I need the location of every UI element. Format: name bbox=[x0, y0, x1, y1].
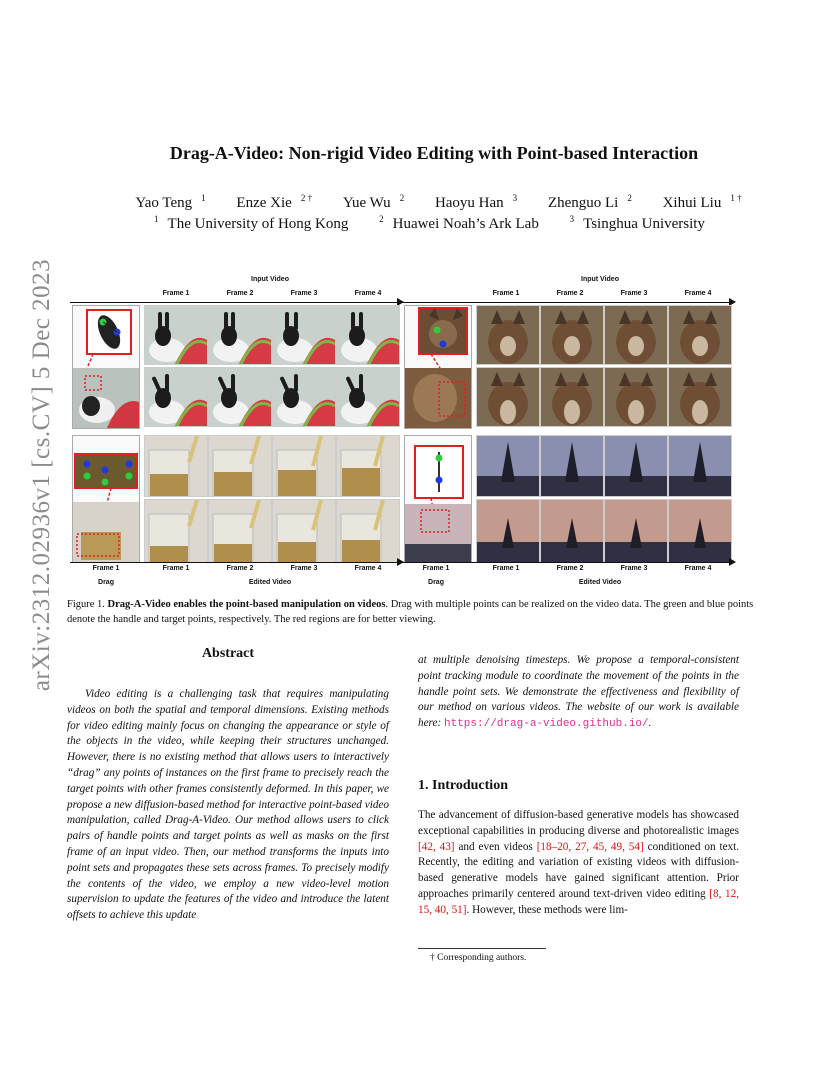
eiffel-edited-frame-4 bbox=[668, 499, 732, 563]
citation-link[interactable]: [18–20, 27, 45, 49, 54] bbox=[536, 840, 644, 853]
footnote-rule bbox=[418, 948, 546, 949]
footnote: † Corresponding authors. bbox=[430, 953, 527, 963]
project-website-link[interactable]: https://drag-a-video.github.io/ bbox=[444, 718, 649, 731]
abstract-continued: at multiple denoising timesteps. We propose a temporal-consistent point tracking module to coordinate the movement of the points in the handle point sets. We demonstrate the effectiveness and flexibility of our method on various videos. The website of our work is available here: https://drag-a-video.github.io/. bbox=[418, 654, 739, 731]
author: Enze Xie $^{2 \dagger}$ bbox=[236, 193, 313, 211]
author: Xihui Liu $^{1 \dagger}$ bbox=[662, 193, 742, 211]
drag-glass-illustration bbox=[73, 436, 139, 562]
eiffel-input-frame-1 bbox=[476, 435, 540, 497]
frame-label: Frame 1 bbox=[162, 290, 190, 297]
frame-label: Frame 1 bbox=[422, 565, 450, 572]
frame-label: Frame 3 bbox=[620, 290, 648, 297]
wolf-input-frame-1 bbox=[476, 305, 540, 365]
eiffel-input-frame-4 bbox=[668, 435, 732, 497]
figure-1 bbox=[70, 273, 740, 593]
rabbit-edited-frame-1 bbox=[144, 367, 208, 427]
rabbit-edited-frame-3 bbox=[272, 367, 336, 427]
rabbit-input-frame-3 bbox=[272, 305, 336, 365]
drag-eiffel-illustration bbox=[405, 436, 471, 562]
glass-edited-frame-4 bbox=[336, 499, 400, 563]
author: Haoyu Han $^3$ bbox=[434, 193, 518, 211]
author: Yao Teng $^1$ bbox=[135, 193, 206, 211]
figure-caption: Figure 1. Drag-A-Video enables the point-based manipulation on videos. Drag with multiple points can be realized on the video data. The green and blue points denote the handle and target points, respectively. The red regions are for better viewing. bbox=[67, 599, 754, 625]
frame-label: Frame 2 bbox=[226, 565, 254, 572]
drag-panel-rabbit bbox=[72, 305, 140, 429]
wolf-input-frame-2 bbox=[540, 305, 604, 365]
affiliation: $^2$ Huawei Noah’s Ark Lab bbox=[379, 214, 539, 232]
frame-label: Frame 2 bbox=[556, 565, 584, 572]
glass-input-frame-3 bbox=[272, 435, 336, 497]
affiliation: $^1$ The University of Hong Kong bbox=[154, 214, 349, 232]
glass-edited-frame-1 bbox=[144, 499, 208, 563]
frame-label: Frame 1 bbox=[92, 565, 120, 572]
frame-label: Frame 4 bbox=[684, 290, 712, 297]
input-video-label: Input Video bbox=[251, 276, 289, 283]
edited-video-label: Edited Video bbox=[578, 579, 622, 586]
author: Zhenguo Li $^2$ bbox=[547, 193, 632, 211]
affiliation-list bbox=[80, 214, 788, 233]
citation-link[interactable]: [42, 43] bbox=[418, 840, 455, 853]
affiliation: $^3$ Tsinghua University bbox=[569, 214, 705, 232]
input-video-label: Input Video bbox=[581, 276, 619, 283]
eiffel-edited-frame-1 bbox=[476, 499, 540, 563]
rabbit-input-frame-4 bbox=[336, 305, 400, 365]
frame-label: Frame 1 bbox=[492, 565, 520, 572]
wolf-edited-frame-2 bbox=[540, 367, 604, 427]
frame-label: Frame 4 bbox=[684, 565, 712, 572]
arxiv-id-text: arXiv:2312.02936v1 [cs.CV] 5 Dec 2023 bbox=[28, 258, 55, 692]
eiffel-edited-frame-3 bbox=[604, 499, 668, 563]
frame-label: Frame 3 bbox=[620, 565, 648, 572]
introduction-body: The advancement of diffusion-based generative models has showcased exceptional capabilities in producing diverse and photorealistic images [42, 43] and even videos [18–20, 27, 45, 49, 54] conditioned on text. Recently, the editing and variation of existing videos with diffusion-based generative models have gained significant attention. Prior approaches primarily centered around text-driven video editing [8, 12, 15, 40, 51]. However, these methods were lim- bbox=[418, 809, 740, 916]
frame-label: Frame 4 bbox=[354, 290, 382, 297]
wolf-edited-frame-3 bbox=[604, 367, 668, 427]
paper-title: Drag-A-Video: Non-rigid Video Editing with Point-based Interaction bbox=[169, 143, 699, 163]
abstract-heading: Abstract bbox=[201, 646, 255, 661]
introduction-heading: 1. Introduction bbox=[418, 778, 508, 793]
wolf-edited-frame-4 bbox=[668, 367, 732, 427]
drag-label: Drag bbox=[98, 579, 114, 586]
frame-label: Frame 2 bbox=[226, 290, 254, 297]
wolf-edited-frame-1 bbox=[476, 367, 540, 427]
author-list bbox=[80, 193, 788, 212]
glass-input-frame-4 bbox=[336, 435, 400, 497]
drag-panel-eiffel bbox=[404, 435, 472, 563]
eiffel-edited-frame-2 bbox=[540, 499, 604, 563]
glass-edited-frame-3 bbox=[272, 499, 336, 563]
drag-wolf-illustration bbox=[405, 306, 471, 428]
rabbit-input-frame-1 bbox=[144, 305, 208, 365]
frame-label: Frame 3 bbox=[290, 565, 318, 572]
edited-video-label: Edited Video bbox=[248, 579, 292, 586]
frame-label: Frame 3 bbox=[290, 290, 318, 297]
eiffel-input-frame-2 bbox=[540, 435, 604, 497]
rabbit-edited-frame-4 bbox=[336, 367, 400, 427]
arxiv-identifier-stamp bbox=[22, 258, 62, 692]
frame-label: Frame 1 bbox=[162, 565, 190, 572]
wolf-input-frame-4 bbox=[668, 305, 732, 365]
drag-label: Drag bbox=[428, 579, 444, 586]
glass-input-frame-1 bbox=[144, 435, 208, 497]
eiffel-input-frame-3 bbox=[604, 435, 668, 497]
glass-edited-frame-2 bbox=[208, 499, 272, 563]
abstract-body: Video editing is a challenging task that requires manipulating videos on both the spatial and temporal dimensions. Existing methods for video editing mainly focus on changing the appearance or style of the objects in the video, while keeping their structures unchanged. However, there is no existing method that allows users to interactively “drag” any points of instances on the first frame to precisely reach the target points with other frames consistently deformed. In this paper, we propose a new diffusion-based method for interactive point-based video manipulation, called Drag-A-Video. Our method allows users to click pairs of handle points and target points as well as masks on the first frame of an input video. Then, our method transforms the inputs into point sets and propagates these sets across frames. To precisely modify the contents of the video, we employ a new video-level motion supervision to update the features of the video and introduce the latent offsets to achieve this update bbox=[67, 688, 389, 922]
frame-label: Frame 4 bbox=[354, 565, 382, 572]
frame-label: Frame 2 bbox=[556, 290, 584, 297]
drag-rabbit-illustration bbox=[73, 306, 139, 428]
author: Yue Wu $^2$ bbox=[342, 193, 405, 211]
drag-panel-wolf bbox=[404, 305, 472, 429]
rabbit-input-frame-2 bbox=[208, 305, 272, 365]
glass-input-frame-2 bbox=[208, 435, 272, 497]
citation-link[interactable]: [8, 12, 15, 40, 51] bbox=[418, 887, 740, 916]
wolf-input-frame-3 bbox=[604, 305, 668, 365]
rabbit-edited-frame-2 bbox=[208, 367, 272, 427]
drag-panel-glass bbox=[72, 435, 140, 563]
frame-label: Frame 1 bbox=[492, 290, 520, 297]
